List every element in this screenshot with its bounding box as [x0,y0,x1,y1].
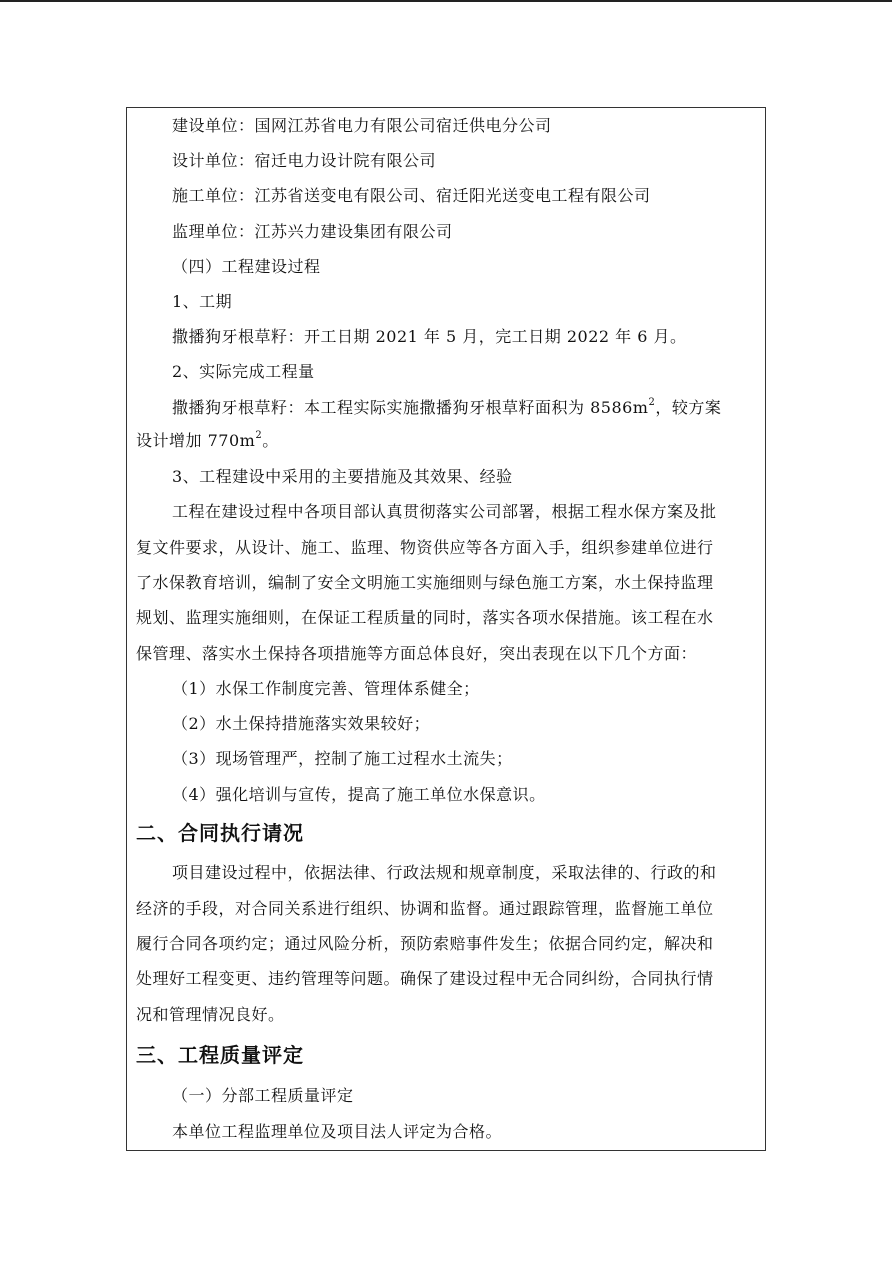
contract-line: 处理好工程变更、违约管理等问题。确保了建设过程中无合同纠纷，合同执行情 [136,969,714,988]
contract-heading: 二、合同执行请况 [136,821,304,845]
quality-subtitle: （一）分部工程质量评定 [172,1086,354,1105]
quantity-line-2-sup: 2 [255,429,263,441]
measures-line: 工程在建设过程中各项目部认真贯彻落实公司部署，根据工程水保方案及批 [172,502,717,521]
contract-line: 履行合同各项约定；通过风险分析，预防索赔事件发生；依据合同约定，解决和 [136,934,714,953]
measures-line: 了水保教育培训，编制了安全文明施工实施细则与绿色施工方案，水土保持监理 [136,573,714,592]
contract-line: 况和管理情况良好。 [136,1005,285,1024]
construction-unit: 建设单位：国网江苏省电力有限公司宿迁供电分公司 [172,116,552,135]
point-item: （3）现场管理严，控制了施工过程水土流失； [172,749,513,768]
quantity-line-2 [136,431,279,451]
quantity-line-1-a: 撒播狗牙根草籽：本工程实际实施撒播狗牙根草籽面积为 8586m [172,398,649,417]
period-title: 1、工期 [172,292,233,311]
measures-line: 规划、监理实施细则，在保证工程质量的同时，落实各项水保措施。该工程在水 [136,608,714,627]
quality-text: 本单位工程监理单位及项目法人评定为合格。 [172,1122,503,1141]
contract-line: 经济的手段，对合同关系进行组织、协调和监督。通过跟踪管理，监督施工单位 [136,899,714,918]
supervision-unit: 监理单位：江苏兴力建设集团有限公司 [172,222,453,241]
measures-line: 复文件要求，从设计、施工、监理、物资供应等各方面入手，组织参建单位进行 [136,538,714,557]
design-unit: 设计单位：宿迁电力设计院有限公司 [172,151,437,170]
quality-heading: 三、工程质量评定 [136,1043,304,1067]
quantity-line-2-a: 设计增加 770m [136,431,256,450]
measures-title: 3、工程建设中采用的主要措施及其效果、经验 [172,467,513,486]
quantity-line-1-b: ，较方案 [655,398,722,417]
measures-line: 保管理、落实水土保持各项措施等方面总体良好，突出表现在以下几个方面： [136,644,698,663]
builder-unit: 施工单位：江苏省送变电有限公司、宿迁阳光送变电工程有限公司 [172,186,651,205]
quantity-title: 2、实际完成工程量 [172,362,315,381]
point-item: （4）强化培训与宣传，提高了施工单位水保意识。 [172,785,546,804]
page-top-rule [0,0,892,2]
period-text: 撒播狗牙根草籽：开工日期 2021 年 5 月，完工日期 2022 年 6 月。 [172,327,687,346]
process-title: （四）工程建设过程 [172,257,321,276]
point-item: （1）水保工作制度完善、管理体系健全； [172,679,480,698]
point-item: （2）水土保持措施落实效果较好； [172,714,431,733]
quantity-line-1-sup: 2 [648,396,656,408]
contract-line: 项目建设过程中，依据法律、行政法规和规章制度，采取法律的、行政的和 [172,863,717,882]
quantity-line-1 [172,398,721,418]
quantity-line-2-b: 。 [262,431,279,450]
